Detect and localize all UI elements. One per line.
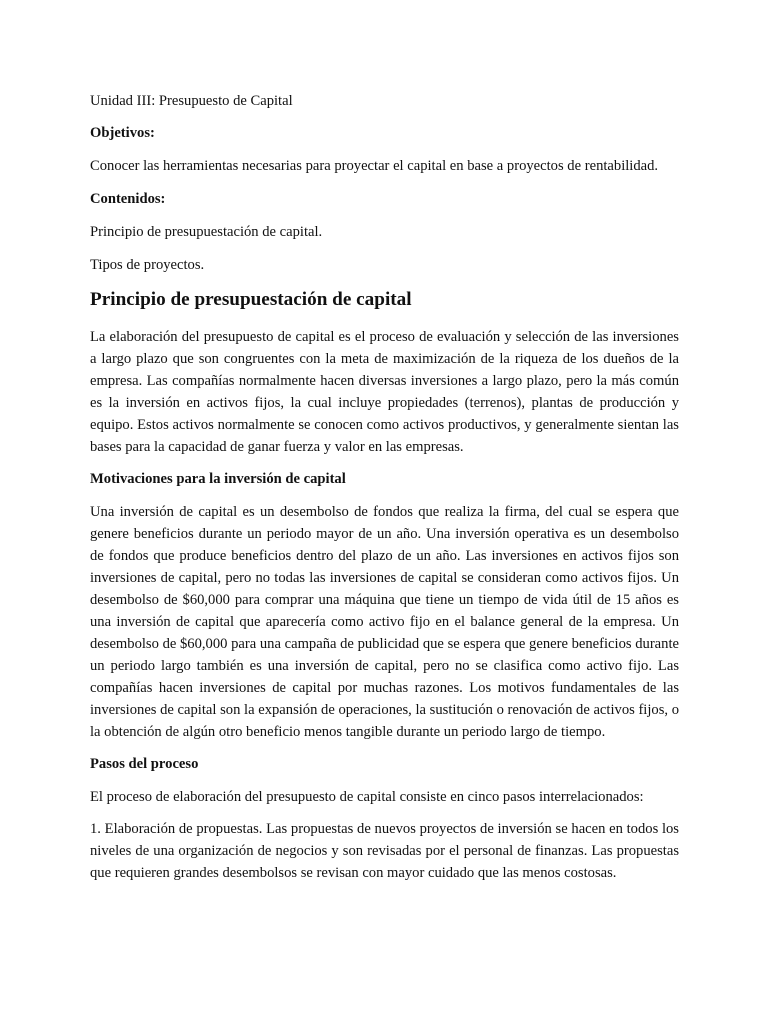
section-steps-item-1: 1. Elaboración de propuestas. Las propuestas de nuevos proyectos de inversión se hacen en todos los niveles de una organización de negocios y son revisadas por el personal de finanzas. Las propuestas que requieren grandes desembolsos se revisan con mayor cuidado que las menos costosas. [90,821,679,881]
contents-label: Contenidos: [90,191,166,207]
contents-item: Tipos de proyectos. [90,257,205,273]
section-motivations-paragraph: Una inversión de capital es un desembolso de fondos que realiza la firma, del cual se espera que genere beneficios durante un periodo mayor de un año. Una inversión operativa es un desembolso de fondos que produce beneficios dentro del plazo de un año. Las inversiones en activos fijos son inversiones de capital, pero no todas las inversiones de capital se consideran como activos fijos. Un desembolso de $60,000 para comprar una máquina que tiene un tiempo de vida útil de 15 años es una inversión de capital que aparecería como activo fijo en el balance general de la empresa. Un desembolso de $60,000 para una campaña de publicidad que se espera que genere beneficios durante un periodo largo también es una inversión de capital, pero no se clasifica como activo fijo. Las compañías hacen inversiones de capital por muchas razones. Los motivos fundamentales de las inversiones de capital son la expansión de operaciones, la sustitución o renovación de activos fijos, o la obtención de algún otro beneficio menos tangible durante un periodo largo de tiempo. [90,504,679,740]
section-principle-paragraph: La elaboración del presupuesto de capital es el proceso de evaluación y selección de las inversiones a largo plazo que son congruentes con la meta de maximización de la riqueza de los dueños de la empresa. Las compañías normalmente hacen diversas inversiones a largo plazo, pero la más común es la inversión en activos fijos, la cual incluye propiedades (terrenos), plantas de producción y equipo. Estos activos normalmente se conocen como activos productivos, y generalmente sientan las bases para la capacidad de ganar fuerza y valor en las empresas. [90,329,679,455]
objectives-label: Objetivos: [90,125,155,141]
section-heading-steps: Pasos del proceso [90,756,199,772]
section-heading-principle: Principio de presupuestación de capital [90,289,412,310]
section-steps-intro: El proceso de elaboración del presupuesto de capital consiste en cinco pasos interrelacionados: [90,789,644,805]
document-page [90,90,679,894]
unit-title: Unidad III: Presupuesto de Capital [90,93,293,109]
contents-item: Principio de presupuestación de capital. [90,224,323,240]
section-heading-motivations: Motivaciones para la inversión de capital [90,471,346,487]
objectives-text: Conocer las herramientas necesarias para proyectar el capital en base a proyectos de rentabilidad. [90,158,659,174]
